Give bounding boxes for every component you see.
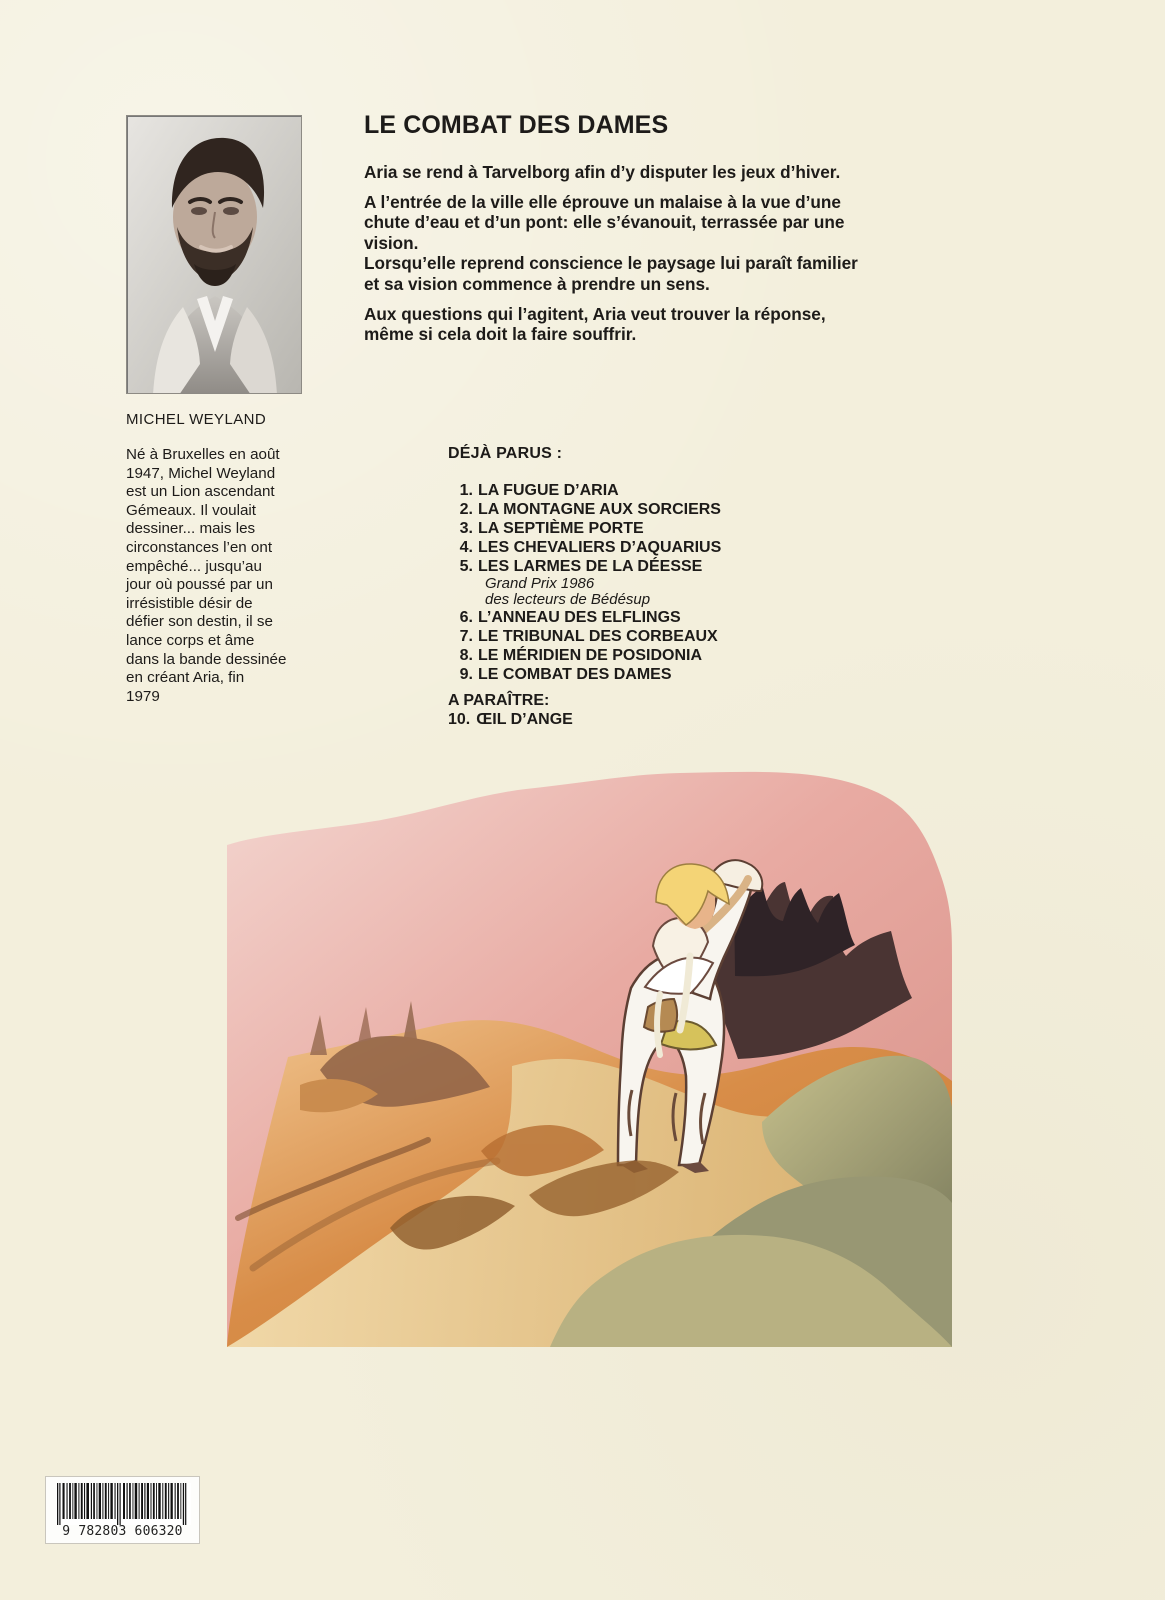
book-list-item [455, 627, 875, 646]
book-title: LA MONTAGNE AUX SORCIERS [478, 501, 721, 518]
book-list-item [455, 665, 875, 684]
summary-paragraph: Aux questions qui l’agitent, Aria veut trouver la réponse, même si cela doit la faire souffrir. [364, 303, 826, 345]
book-number: 4. [459, 539, 473, 556]
book-list-item [455, 646, 875, 665]
upcoming-book [448, 711, 573, 729]
author-bio: Né à Bruxelles en août 1947, Michel Weyland est un Lion ascendant Gémeaux. Il voulait dessiner... mais les circonstances l’en ont empêché... jusqu’au jour où poussé par un irrésistible désir de défier son destin, il se lance corps et âme dans la bande dessinée en créant Aria, fin 1979 [126, 446, 287, 705]
aria-illustration [210, 755, 990, 1347]
summary-paragraph: Aria se rend à Tarvelborg afin d’y disputer les jeux d’hiver. [364, 162, 841, 182]
book-number: 6. [459, 609, 473, 626]
author-name: MICHEL WEYLAND [126, 411, 267, 428]
book-list-item [455, 481, 875, 500]
book-list [455, 481, 875, 684]
book-title: LE COMBAT DES DAMES [478, 666, 672, 683]
barcode-number: 9 782803 606320 [62, 1524, 183, 1539]
book-number: 8. [459, 647, 473, 664]
series-heading: DÉJÀ PARUS : [448, 445, 563, 462]
book-title: LE MÉRIDIEN DE POSIDONIA [478, 647, 703, 664]
book-number: 9. [459, 666, 473, 683]
book-list-item [455, 557, 875, 576]
book-title: LES CHEVALIERS D’AQUARIUS [478, 539, 722, 556]
book-number: 3. [459, 520, 473, 537]
book-number: 2. [459, 501, 473, 518]
upcoming-number: 10. [448, 711, 471, 728]
upcoming-heading: A PARAÎTRE: [448, 692, 550, 709]
award-note: Grand Prix 1986 des lecteurs de Bédésup [485, 575, 651, 608]
book-title: L’ANNEAU DES ELFLINGS [478, 609, 681, 626]
book-list-item [455, 519, 875, 538]
book-title: LE TRIBUNAL DES CORBEAUX [478, 628, 718, 645]
barcode [45, 1476, 200, 1544]
book-title: LES LARMES DE LA DÉESSE [478, 558, 703, 575]
album-summary [364, 162, 924, 354]
summary-paragraph: A l’entrée de la ville elle éprouve un malaise à la vue d’une chute d’eau et d’un pont: elle s’évanouit, terrassée par une vision. Lorsqu’elle reprend conscience le paysage lui paraît familier et sa vision commence à prendre un sens. [364, 191, 858, 294]
upcoming-title: ŒIL D’ANGE [476, 711, 573, 728]
book-number: 7. [459, 628, 473, 645]
book-title: LA FUGUE D’ARIA [478, 482, 619, 499]
book-list-item [455, 500, 875, 519]
book-title: LA SEPTIÈME PORTE [478, 520, 644, 537]
book-list-item [455, 538, 875, 557]
album-title: LE COMBAT DES DAMES [364, 111, 669, 139]
book-list-item [455, 608, 875, 627]
book-number: 1. [459, 482, 473, 499]
author-photo [126, 115, 302, 394]
book-number: 5. [459, 558, 473, 575]
